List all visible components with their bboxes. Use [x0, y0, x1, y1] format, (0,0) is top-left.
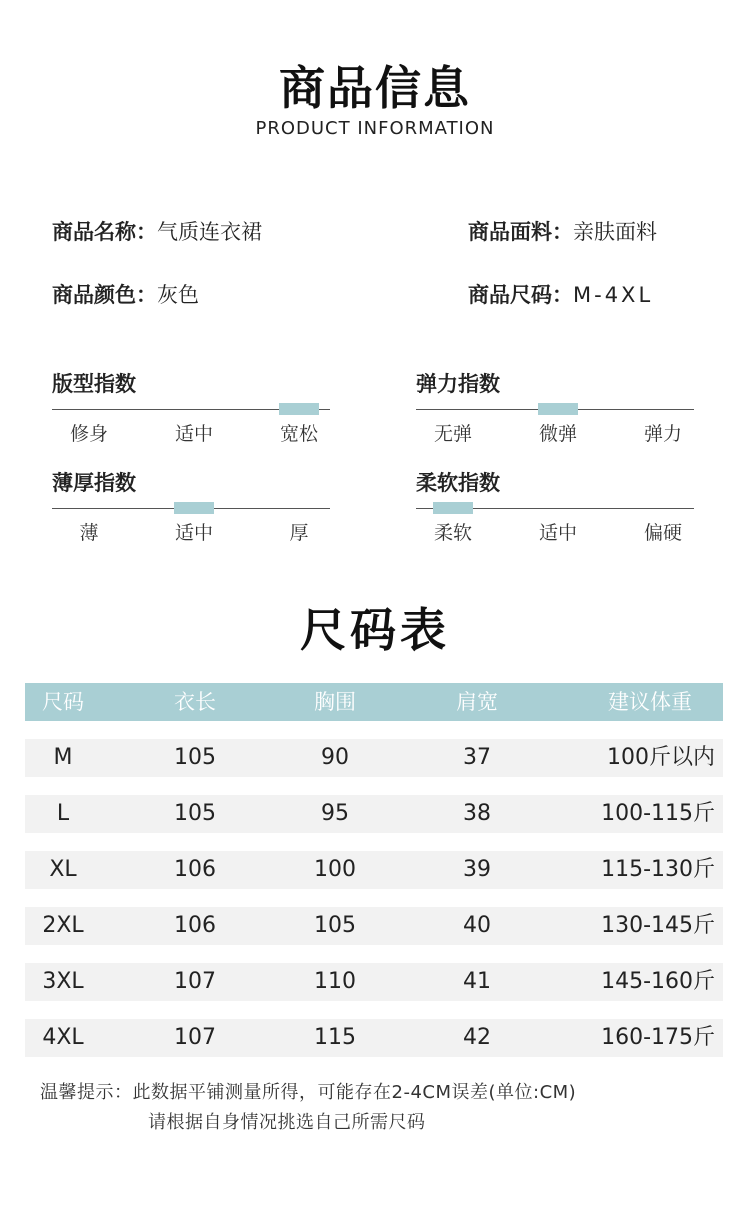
product-name-value: 气质连衣裙	[157, 220, 262, 244]
thickness-index-marker	[174, 502, 214, 514]
product-size	[468, 279, 653, 309]
product-fabric-label: 商品面料：	[468, 220, 573, 244]
cell-shoulder: 41	[463, 969, 491, 994]
page-title: 商品信息	[279, 61, 471, 115]
page-subtitle: PRODUCT INFORMATION	[255, 118, 495, 139]
cell-weight: 115-130斤	[601, 857, 715, 882]
cell-bust: 90	[321, 745, 349, 770]
cell-weight: 160-175斤	[601, 1025, 715, 1050]
cell-bust: 110	[314, 969, 356, 994]
product-fabric-value: 亲肤面料	[573, 220, 657, 244]
header-size: 尺码	[42, 690, 84, 714]
fit-index-option: 修身	[69, 423, 108, 445]
elasticity-index-option: 微弹	[538, 423, 577, 445]
softness-index-marker	[433, 502, 473, 514]
table-row	[25, 739, 723, 777]
cell-weight: 100斤以内	[607, 745, 715, 770]
cell-weight: 100-115斤	[601, 801, 715, 826]
thickness-index-option: 适中	[174, 522, 213, 544]
cell-shoulder: 37	[463, 745, 491, 770]
fit-index-option: 宽松	[279, 423, 318, 445]
cell-length: 107	[174, 1025, 216, 1050]
cell-size: L	[56, 801, 70, 826]
product-name-label: 商品名称：	[52, 220, 157, 244]
cell-shoulder: 40	[463, 913, 491, 938]
cell-bust: 105	[314, 913, 356, 938]
cell-bust: 95	[321, 801, 349, 826]
header-shoulder: 肩宽	[456, 690, 498, 714]
note-text-2: 请根据自身情况挑选自己所需尺码	[148, 1112, 426, 1133]
cell-size: 4XL	[42, 1025, 84, 1050]
header-length: 衣长	[174, 690, 216, 714]
cell-length: 106	[174, 857, 216, 882]
cell-length: 106	[174, 913, 216, 938]
elasticity-index-option: 弹力	[643, 423, 682, 445]
cell-size: 3XL	[42, 969, 84, 994]
elasticity-index-title: 弹力指数	[416, 372, 500, 396]
elasticity-index-marker	[538, 403, 578, 415]
cell-length: 105	[174, 745, 216, 770]
header-weight: 建议体重	[608, 690, 692, 714]
cell-bust: 100	[314, 857, 356, 882]
cell-length: 107	[174, 969, 216, 994]
thickness-index-title: 薄厚指数	[52, 471, 136, 495]
cell-weight: 145-160斤	[601, 969, 715, 994]
thickness-index-option: 厚	[289, 522, 309, 544]
thickness-index-option: 薄	[79, 522, 99, 544]
cell-bust: 115	[314, 1025, 356, 1050]
product-size-label: 商品尺码：	[468, 283, 573, 307]
table-row	[25, 1019, 723, 1057]
product-name	[52, 216, 262, 246]
note-text-1: 此数据平铺测量所得，可能存在2-4CM误差(单位:CM)	[132, 1082, 577, 1103]
product-color-value: 灰色	[157, 283, 199, 307]
header-bust: 胸围	[314, 690, 356, 714]
cell-shoulder: 38	[463, 801, 491, 826]
table-row	[25, 795, 723, 833]
cell-shoulder: 42	[463, 1025, 491, 1050]
cell-shoulder: 39	[463, 857, 491, 882]
note-line-1	[40, 1078, 576, 1104]
note-label: 温馨提示：	[40, 1082, 133, 1103]
cell-size: 2XL	[42, 913, 84, 938]
product-color-label: 商品颜色：	[52, 283, 157, 307]
product-color	[52, 279, 199, 309]
product-fabric	[468, 216, 657, 246]
fit-index-option: 适中	[174, 423, 213, 445]
softness-index-title: 柔软指数	[416, 471, 500, 495]
cell-size: M	[53, 745, 73, 770]
cell-weight: 130-145斤	[601, 913, 715, 938]
fit-index-marker	[279, 403, 319, 415]
fit-index-title: 版型指数	[52, 372, 136, 396]
product-size-value: M-4XL	[573, 283, 654, 307]
size-table-title: 尺码表	[300, 603, 450, 657]
table-row	[25, 851, 723, 889]
size-table-header	[25, 683, 723, 721]
table-row	[25, 907, 723, 945]
elasticity-index-option: 无弹	[433, 423, 472, 445]
softness-index-option: 柔软	[433, 522, 472, 544]
softness-index-option: 适中	[538, 522, 577, 544]
table-row	[25, 963, 723, 1001]
cell-length: 105	[174, 801, 216, 826]
cell-size: XL	[49, 857, 77, 882]
softness-index-option: 偏硬	[643, 522, 682, 544]
